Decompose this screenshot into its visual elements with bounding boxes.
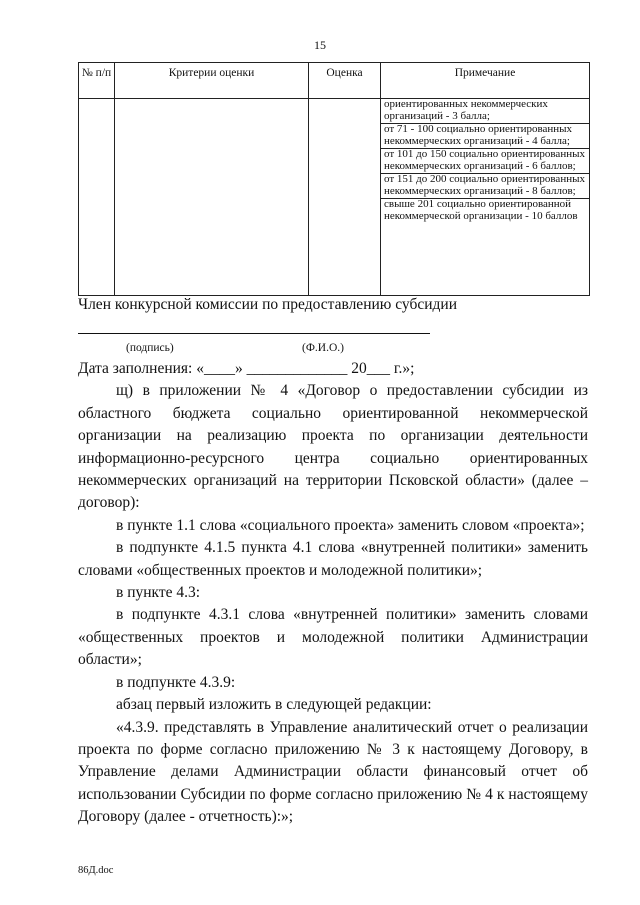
commission-member-line: Член конкурсной комиссии по предоставлению субсидии (78, 296, 457, 313)
criteria-table (78, 62, 590, 296)
note-block: от 71 - 100 социально ориентированных некоммерческих организаций - 4 балла; (381, 124, 589, 149)
cell-note (381, 99, 590, 296)
page-number: 15 (314, 38, 326, 52)
cell-number (79, 99, 115, 296)
paragraph: в подпункте 4.1.5 пункта 4.1 слова «внутренней политики» заменить словами «общественных проектов и молодежной политики»; (78, 539, 588, 579)
paragraph: в пункте 4.3: (116, 584, 201, 602)
paragraph: в пункте 1.1 слова «социального проекта» заменить словом «проекта»; (116, 516, 585, 534)
fill-date-line: Дата заполнения: «____» _____________ 20___ г.»; (78, 360, 415, 377)
paragraph: абзац первый изложить в следующей редакции: (116, 696, 432, 714)
header-score: Оценка (309, 63, 381, 99)
table-row (79, 99, 590, 296)
paragraph: «4.3.9. представлять в Управление аналитический отчет о реализации проекта по форме согласно приложению № 3 к настоящему Договору, в Управление делами Администрации области финансовый отчет об использовании Субсидии по форме согласно приложению № 4 к настоящему Договору (далее - отчетность):»; (78, 718, 588, 826)
fio-label: (Ф.И.О.) (302, 342, 344, 354)
note-block: от 151 до 200 социально ориентированных некоммерческих организаций - 8 баллов; (381, 174, 589, 199)
paragraph: щ) в приложении № 4 «Договор о предоставлении субсидии из областного бюджета социально ориентированной некоммерческой организации на реализацию проекта по организации деятельности информационно-ресурсного центра социально ориентированных некоммерческих организаций на территории Псковской области» (далее – договор): (78, 382, 588, 512)
table-header-row (79, 63, 590, 99)
paragraph: в подпункте 4.3.9: (116, 673, 236, 691)
header-note: Примечание (381, 63, 590, 99)
header-number: № п/п (79, 63, 115, 99)
note-block: от 101 до 150 социально ориентированных некоммерческих организаций - 6 баллов; (381, 149, 589, 174)
paragraph: в подпункте 4.3.1 слова «внутренней политики» заменить словами «общественных проектов и молодежной политики Администрации области»; (78, 606, 588, 669)
note-block: свыше 201 социально ориентированной некоммерческой организации - 10 баллов (384, 198, 578, 222)
cell-criteria (115, 99, 309, 296)
header-criteria: Критерии оценки (115, 63, 309, 99)
document-body (78, 358, 588, 829)
note-block: ориентированных некоммерческих организаций - 3 балла; (381, 99, 589, 124)
signature-label: (подпись) (126, 342, 174, 354)
cell-score (309, 99, 381, 296)
file-name-footer: 86Д.doc (78, 865, 114, 876)
signature-line (78, 333, 430, 334)
